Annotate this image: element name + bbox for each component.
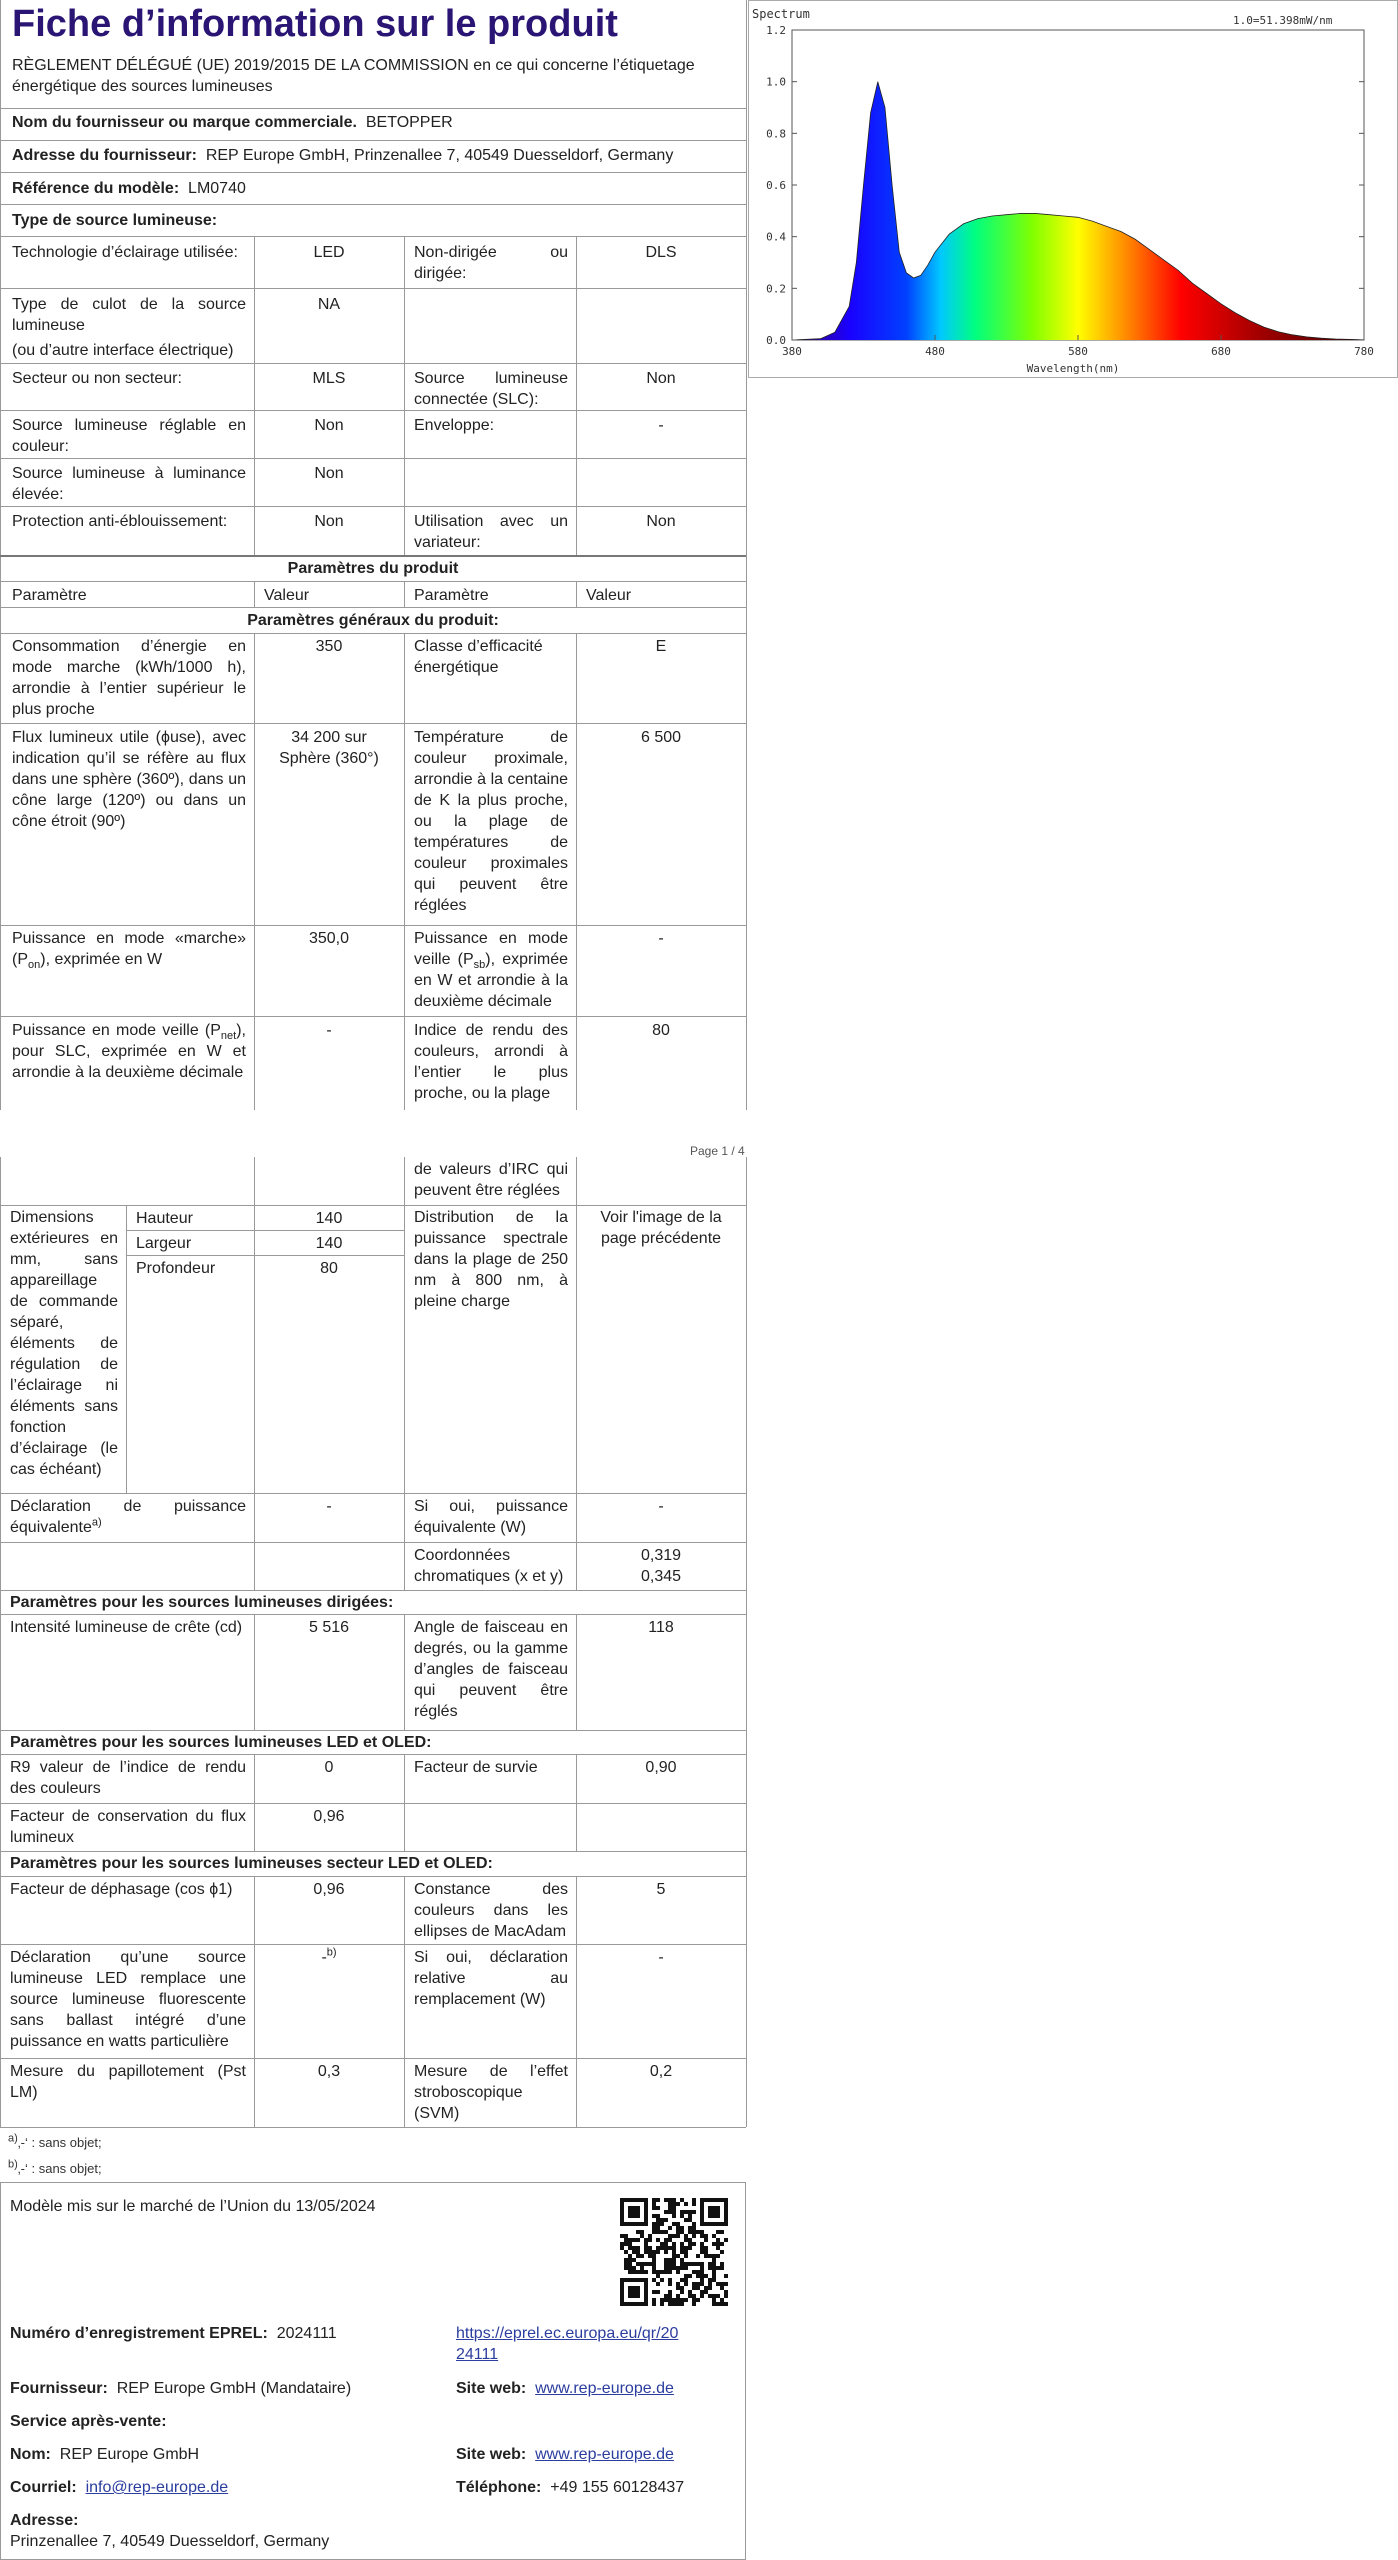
y-tick-label: 0.0: [766, 334, 786, 347]
website2-link[interactable]: www.rep-europe.de: [535, 2446, 674, 2463]
directed-value: DLS: [645, 244, 677, 261]
model-value: LM0740: [188, 180, 246, 197]
anti-glare-value: Non: [314, 513, 344, 530]
service-name-value: REP Europe GmbH: [59, 2446, 200, 2463]
y-tick-label: 1.2: [766, 24, 786, 37]
phone-value: +49 155 60128437: [550, 2479, 685, 2496]
supplier-name-value: BETOPPER: [365, 114, 453, 131]
address-label: Adresse:: [10, 2512, 79, 2529]
x-tick-label: 580: [1068, 345, 1088, 358]
beam-value: 118: [648, 1619, 674, 1636]
macadam-label: Constance des couleurs dans les ellipses de MacAdam: [414, 1881, 568, 1940]
consumption-label: Consommation d’énergie en mode marche (kWh/1000 h), arrondie à l’entier supérieur le plus proche: [12, 638, 246, 718]
website-row: [456, 2378, 674, 2399]
fluo-w-label: Si oui, déclaration relative au remplacement (W): [414, 1949, 568, 2008]
supplier-name-row: [12, 112, 453, 133]
x-tick-label: 380: [782, 345, 802, 358]
color-tunable-label: Source lumineuse réglable en couleur:: [12, 417, 246, 455]
cri-label: Indice de rendu des couleurs, arrondi à l’entier le plus proche, ou la plage: [414, 1022, 568, 1102]
led-heading: Paramètres pour les sources lumineuses LED et OLED:: [10, 1734, 432, 1751]
height-value: 140: [315, 1210, 343, 1227]
equiv-w-value: -: [658, 1498, 664, 1515]
qr-code-icon[interactable]: [620, 2198, 728, 2306]
eprel-link[interactable]: https://eprel.ec.europa.eu/qr/20 24111: [456, 2325, 679, 2363]
mail-label: Courriel:: [10, 2479, 77, 2496]
slc-value: Non: [646, 370, 676, 387]
x-tick-label: 680: [1211, 345, 1231, 358]
eprel-value: 2024111: [276, 2325, 337, 2342]
envelope-label: Enveloppe:: [414, 417, 495, 434]
eprel-row: [10, 2323, 337, 2344]
spectrum-chart: [748, 0, 1398, 378]
chart-annotation: 1.0=51.398mW/nm: [1233, 14, 1333, 27]
cct-label: Température de couleur proximale, arrondie à la centaine de K la plus proche, ou la plage de températures de couleur proximales qui peuvent être réglées: [414, 729, 568, 914]
flicker-value: 0,3: [317, 2063, 341, 2080]
peak-value: 5 516: [308, 1619, 350, 1636]
phone-label: Téléphone:: [456, 2479, 542, 2496]
psb-value: -: [658, 930, 664, 947]
light-type-heading: Type de source lumineuse:: [12, 212, 218, 229]
col-param-2: Paramètre: [414, 587, 489, 604]
directed-label: Non-dirigée ou dirigée:: [414, 244, 568, 282]
chroma-label: Coordonnées chromatiques (x et y): [414, 1547, 564, 1585]
fluo-label: Déclaration qu’une source lumineuse LED remplace une source lumineuse fluorescente sans ballast intégré d’une puissance en watts particulière: [10, 1949, 246, 2050]
supplier-footer-label: Fournisseur:: [10, 2380, 108, 2397]
chroma-y: 0,345: [640, 1568, 682, 1585]
y-tick-label: 0.2: [766, 282, 786, 296]
market-date: Modèle mis sur le marché de l’Union du 13/05/2024: [10, 2198, 376, 2215]
eprel-label: Numéro d’enregistrement EPREL:: [10, 2325, 268, 2342]
chart-title: Spectrum: [752, 7, 810, 21]
cosphi-value: 0,96: [313, 1881, 345, 1898]
model-label: Référence du modèle:: [12, 180, 180, 197]
phone-row: [456, 2477, 684, 2498]
dimensions-label: Dimensions extérieures en mm, sans appareillage de commande séparé, éléments de régulation de l’éclairage ni éléments sans fonction d’éclairage (le cas échéant): [10, 1209, 118, 1478]
tech-value: LED: [313, 244, 345, 261]
y-tick-label: 0.6: [766, 179, 786, 192]
service-name-row: [10, 2444, 199, 2465]
r9-label: R9 valeur de l’indice de rendu des couleurs: [10, 1759, 246, 1797]
depth-label: Profondeur: [136, 1260, 216, 1277]
equiv-value: -: [326, 1498, 332, 1515]
col-value-1: Valeur: [264, 587, 310, 604]
directed-heading: Paramètres pour les sources lumineuses dirigées:: [10, 1594, 394, 1611]
flicker-label: Mesure du papillotement (Pst LM): [10, 2063, 246, 2101]
y-tick-label: 0.4: [766, 230, 786, 244]
fluo-value: -$^{b)}$: [321, 1946, 337, 1966]
strobo-label: Mesure de l’effet stroboscopique (SVM): [414, 2063, 568, 2122]
col-param-1: Paramètre: [12, 587, 87, 604]
consumption-value: 350: [315, 638, 343, 655]
general-heading: Paramètres généraux du produit:: [247, 612, 499, 629]
pnet-label: Puissance en mode veille $(P_{net})$, pour SLC, exprimée en W et arrondie à la deuxième décimale: [12, 1022, 246, 1081]
cct-value: 6 500: [640, 729, 682, 746]
col-value-2: Valeur: [586, 587, 632, 604]
height-label: Hauteur: [136, 1210, 193, 1227]
envelope-value: -: [658, 417, 664, 434]
efficiency-value: E: [655, 638, 667, 655]
survival-label: Facteur de survie: [414, 1759, 538, 1776]
high-luminance-label: Source lumineuse à luminance élevée:: [12, 465, 246, 503]
regulation-text: RÈGLEMENT DÉLÉGUÉ (UE) 2019/2015 DE LA COMMISSION en ce qui concerne l’étiquetage énergétique des sources lumineuses: [12, 57, 695, 95]
supplier-address-value: REP Europe GmbH, Prinzenallee 7, 40549 Duesseldorf, Germany: [205, 147, 674, 164]
website-label: Site web:: [456, 2380, 527, 2397]
fluo-w-value: -: [658, 1949, 664, 1966]
beam-label: Angle de faisceau en degrés, ou la gamme d’angles de faisceau qui peuvent être réglés: [414, 1619, 568, 1720]
dimmer-value: Non: [646, 513, 676, 530]
color-tunable-value: Non: [314, 417, 344, 434]
mains-heading: Paramètres pour les sources lumineuses secteur LED et OLED:: [10, 1855, 493, 1872]
website2-label: Site web:: [456, 2446, 527, 2463]
footnote-a: $^{a)}$‚-‘ : sans objet;: [8, 2132, 102, 2150]
supplier-address-row: [12, 145, 673, 166]
mail-row: [10, 2477, 228, 2498]
spectrum-svg: [748, 0, 1398, 378]
pon-label: Puissance en mode «marche» $(P_{on})$, exprimée en W: [12, 930, 246, 972]
website2-row: [456, 2444, 674, 2465]
x-tick-label: 780: [1354, 345, 1374, 358]
supplier-name-label: Nom du fournisseur ou marque commerciale.: [12, 114, 357, 131]
supplier-footer-row: [10, 2378, 351, 2399]
flux-label: Flux lumineux utile (ϕuse), avec indication qu’il se réfère au flux dans une sphère (360º), dans un cône large (120º) ou dans un cône étroit (90º): [12, 729, 246, 830]
chart-xlabel: Wavelength(nm): [1026, 362, 1120, 375]
dimmer-label: Utilisation avec un variateur:: [414, 513, 568, 551]
params-heading: Paramètres du produit: [287, 560, 459, 577]
equiv-w-label: Si oui, puissance équivalente (W): [414, 1498, 568, 1536]
strobo-value: 0,2: [649, 2063, 673, 2080]
supplier-address-label: Adresse du fournisseur:: [12, 147, 197, 164]
website-link[interactable]: www.rep-europe.de: [535, 2380, 674, 2397]
page-title: Fiche d’information sur le produit: [12, 3, 618, 45]
width-value: 140: [315, 1235, 343, 1252]
survival-value: 0,90: [645, 1759, 677, 1776]
r9-value: 0: [324, 1759, 334, 1776]
cap-label: Type de culot de la source lumineuse: [12, 296, 246, 334]
anti-glare-label: Protection anti-éblouissement:: [12, 513, 228, 530]
lumen-maint-value: 0,96: [313, 1808, 345, 1825]
high-luminance-value: Non: [314, 465, 344, 482]
psb-label: Puissance en mode veille $(P_{sb})$, exprimée en W et arrondie à la deuxième décimale: [414, 930, 568, 1010]
cosphi-label: Facteur de déphasage (cos ϕ1): [10, 1881, 233, 1898]
mail-link[interactable]: info@rep-europe.de: [85, 2479, 229, 2496]
y-tick-label: 1.0: [766, 75, 786, 89]
width-label: Largeur: [136, 1235, 192, 1252]
address-value: Prinzenallee 7, 40549 Duesseldorf, Germany: [10, 2533, 330, 2550]
macadam-value: 5: [656, 1881, 666, 1898]
efficiency-label: Classe d’efficacité énergétique: [414, 638, 543, 676]
depth-value: 80: [320, 1260, 338, 1277]
cri-label-continued: de valeurs d’IRC qui peuvent être réglées: [414, 1161, 568, 1199]
spd-value: Voir l'image de la page précédente: [600, 1209, 722, 1247]
service-name-label: Nom:: [10, 2446, 51, 2463]
spd-label: Distribution de la puissance spectrale dans la plage de 250 nm à 800 nm, à pleine charge: [414, 1209, 568, 1310]
footnote-b: $^{b)}$‚-‘ : sans objet;: [8, 2158, 102, 2176]
page-number: Page 1 / 4: [690, 1144, 745, 1158]
cri-value: 80: [652, 1022, 670, 1039]
cap-value: NA: [317, 296, 341, 313]
mains-label: Secteur ou non secteur:: [12, 370, 182, 387]
tech-label: Technologie d’éclairage utilisée:: [12, 244, 238, 261]
lumen-maint-label: Facteur de conservation du flux lumineux: [10, 1808, 246, 1846]
service-heading: Service après-vente:: [10, 2413, 167, 2430]
equiv-label: Déclaration de puissance équivalente$^{a)}$: [10, 1498, 246, 1536]
pon-value: 350,0: [308, 930, 350, 947]
y-tick-label: 0.8: [766, 127, 786, 141]
supplier-footer-value: REP Europe GmbH (Mandataire): [116, 2380, 352, 2397]
model-row: [12, 178, 246, 199]
pnet-value: -: [326, 1022, 332, 1039]
slc-label: Source lumineuse connectée (SLC):: [414, 370, 568, 408]
x-tick-label: 480: [925, 345, 945, 358]
chroma-x: 0,319: [640, 1547, 682, 1564]
mains-value: MLS: [312, 370, 346, 387]
cap-label-2: (ou d’autre interface électrique): [12, 342, 234, 359]
flux-value: 34 200 sur Sphère (360°): [279, 729, 379, 767]
peak-label: Intensité lumineuse de crête (cd): [10, 1619, 243, 1636]
